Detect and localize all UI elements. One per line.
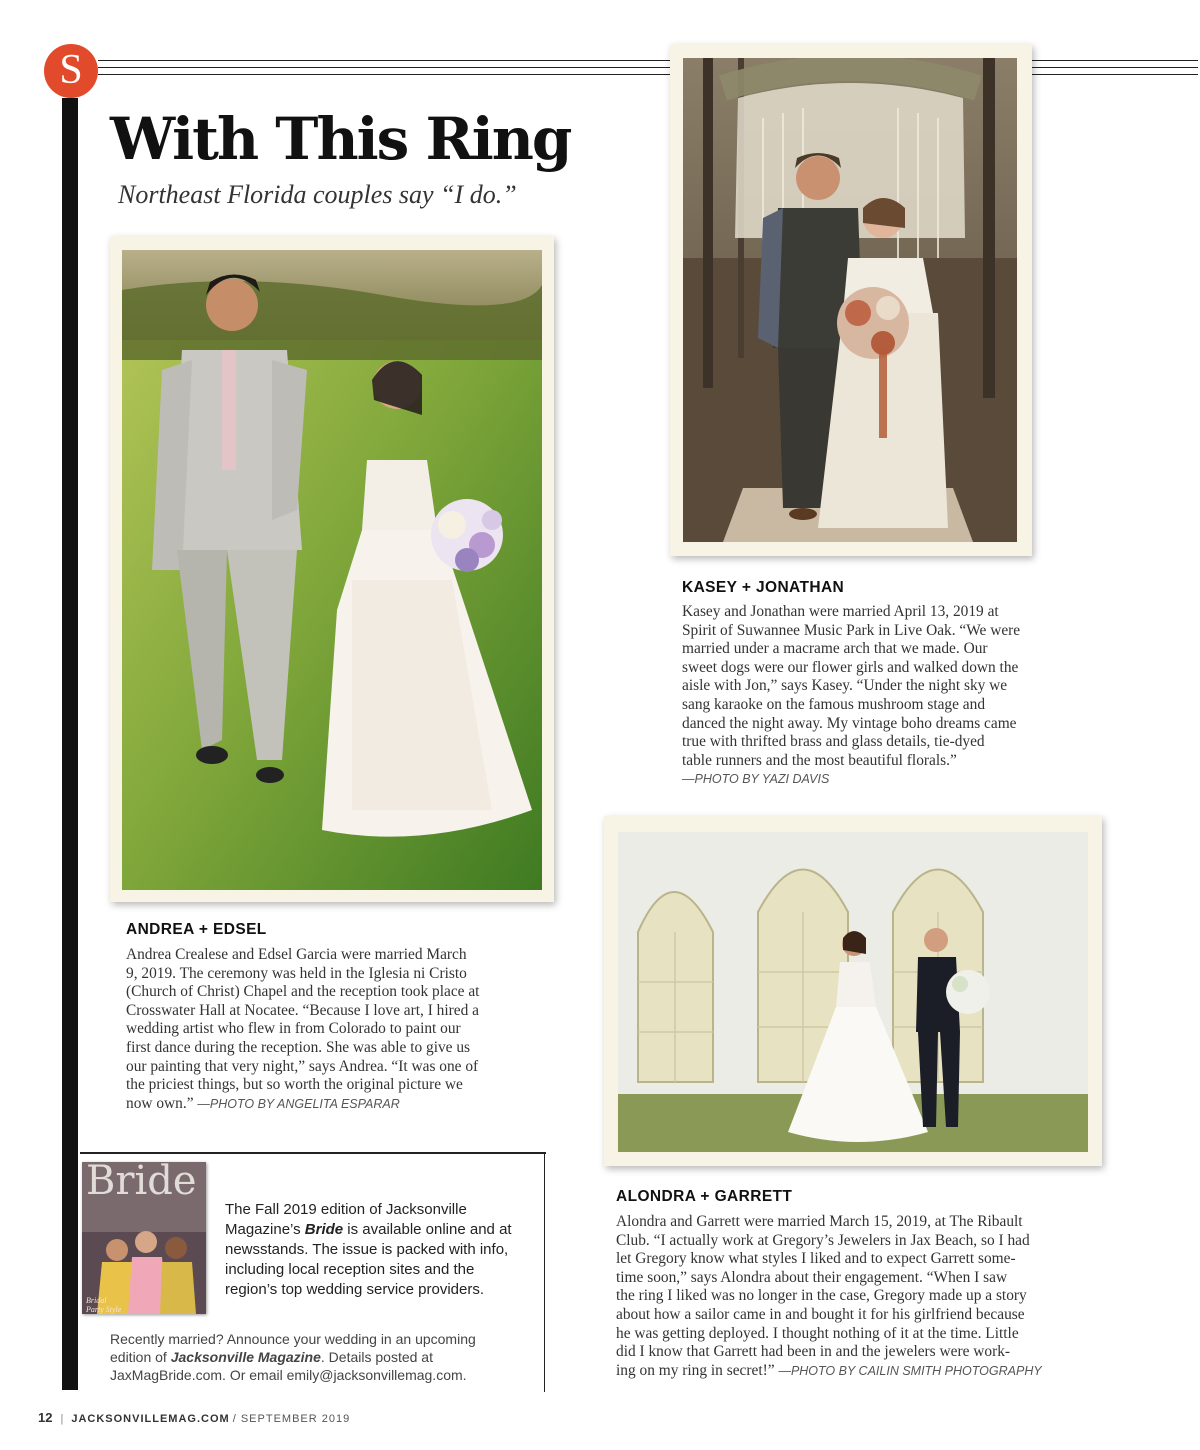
caption-line: the ring I liked was no longer in the case, Gregory made up a story	[616, 1287, 1027, 1305]
photo-kasey-jonathan	[683, 58, 1017, 542]
page-title: With This Ring	[110, 105, 571, 173]
caption-line	[126, 1095, 546, 1114]
caption-line: 9, 2019. The ceremony was held in the Iglesia ni Cristo	[126, 964, 467, 982]
header-rule-middle	[98, 67, 1198, 68]
announce-line: Recently married? Announce your wedding in an upcoming	[110, 1331, 476, 1347]
caption-line: married under a macrame arch that we made. Our	[682, 640, 988, 658]
caption-line: wedding artist who flew in from Colorado to paint our	[126, 1020, 461, 1038]
promo-line	[225, 1220, 525, 1240]
announce-text	[110, 1330, 530, 1384]
caption-line: Crosswater Hall at Nocatee. “Because I love art, I hired a	[126, 1001, 479, 1019]
announce-contact-line[interactable]: JaxMagBride.com. Or email emily@jacksonvillemag.com.	[110, 1367, 467, 1383]
photo-frame-alondra-garrett	[604, 816, 1102, 1166]
caption-line: aisle with Jon,” says Kasey. “Under the night sky we	[682, 677, 1008, 695]
promo-line: region’s top wedding service providers.	[225, 1281, 485, 1298]
cover-tagline: Bridal Party Style	[86, 1296, 122, 1314]
caption-body-andrea-edsel	[126, 946, 546, 1113]
caption-line-text: now own.”	[126, 1094, 194, 1112]
photo-frame-andrea-edsel	[110, 236, 554, 902]
caption-line: did I know that Garrett had been in and the jewelers were work-	[616, 1343, 1011, 1361]
caption-line: (Church of Christ) Chapel and the reception took place at	[126, 983, 480, 1001]
caption-heading-alondra-garrett: ALONDRA + GARRETT	[616, 1188, 793, 1205]
photo-alondra-garrett	[618, 832, 1088, 1152]
bride-magazine-name: Bride	[304, 1221, 344, 1238]
caption-line: let Gregory know what styles I liked and to expect Garrett some-	[616, 1250, 1016, 1268]
bride-magazine-cover[interactable]	[82, 1162, 206, 1314]
page-subtitle: Northeast Florida couples say “I do.”	[118, 180, 517, 209]
promo-line: The Fall 2019 edition of Jacksonville	[225, 1201, 467, 1218]
caption-line: true with thrifted brass and glass details, tie-dyed	[682, 733, 985, 751]
caption-line: Alondra and Garrett were married March 15, 2019, at The Ribault	[616, 1213, 1023, 1230]
page-footer	[38, 1410, 350, 1425]
promo-line: including local reception sites and the	[225, 1261, 475, 1278]
promo-box-side-rule	[544, 1152, 545, 1392]
promo-box-top-rule	[80, 1152, 546, 1154]
announce-line	[110, 1348, 530, 1366]
caption-line: Andrea Crealese and Edsel Garcia were married March	[126, 946, 467, 963]
announce-text-part: edition of	[110, 1349, 171, 1365]
caption-line: Kasey and Jonathan were married April 13, 2019 at	[682, 603, 999, 620]
caption-line: danced the night away. My vintage boho dreams came	[682, 714, 1017, 732]
caption-line: Spirit of Suwannee Music Park in Live Oak. “We were	[682, 621, 1021, 639]
caption-line: sang karaoke on the famous mushroom stage and	[682, 695, 986, 713]
caption-line: our painting that very night,” says Andrea. “It was one of	[126, 1057, 479, 1075]
photo-frame-kasey-jonathan	[670, 44, 1032, 556]
magazine-name: Jacksonville Magazine	[170, 1349, 321, 1365]
caption-heading-kasey-jonathan: KASEY + JONATHAN	[682, 579, 845, 596]
header-rule-top	[98, 60, 1198, 61]
promo-text-part: Magazine’s	[225, 1221, 305, 1238]
caption-line	[682, 770, 1092, 789]
promo-text-part: is available online and at	[343, 1221, 512, 1238]
photo-andrea-edsel	[122, 250, 542, 890]
footer-date: / SEPTEMBER 2019	[232, 1413, 351, 1425]
footer-separator: |	[60, 1413, 64, 1425]
photo-credit: —PHOTO BY YAZI DAVIS	[682, 772, 830, 787]
caption-line: the priciest things, but so worth the original picture we	[126, 1076, 463, 1094]
caption-line: table runners and the most beautiful florals.”	[682, 751, 957, 769]
section-badge: S	[44, 44, 98, 98]
left-accent-bar	[62, 98, 78, 1390]
photo-credit: —PHOTO BY ANGELITA ESPARAR	[197, 1096, 400, 1111]
caption-body-kasey-jonathan	[682, 603, 1092, 789]
cover-masthead: Bride	[86, 1162, 197, 1204]
caption-line: sweet dogs were our flower girls and walked down the	[682, 658, 1019, 676]
header-rule-bottom	[98, 74, 1198, 75]
photo-credit: —PHOTO BY CAILIN SMITH PHOTOGRAPHY	[778, 1363, 1042, 1378]
caption-line: Club. “I actually work at Gregory’s Jewelers in Jax Beach, so I had	[616, 1231, 1030, 1249]
caption-body-alondra-garrett	[616, 1213, 1106, 1380]
promo-text	[225, 1200, 525, 1300]
promo-line: newsstands. The issue is packed with info,	[225, 1241, 509, 1258]
caption-line: first dance during the reception. She was able to give us	[126, 1038, 471, 1056]
page-number: 12	[38, 1410, 53, 1425]
caption-heading-andrea-edsel: ANDREA + EDSEL	[126, 921, 267, 938]
caption-line-text: ing on my ring in secret!”	[616, 1361, 775, 1379]
announce-text-part: . Details posted at	[320, 1349, 433, 1365]
caption-line: he was getting deployed. I thought nothing of it at the time. Little	[616, 1324, 1019, 1342]
caption-line: time soon,” says Alondra about their engagement. “When I saw	[616, 1268, 1008, 1286]
caption-line: about how a sailor came in and bought it for his girlfriend because	[616, 1305, 1025, 1323]
footer-site-link[interactable]: JACKSONVILLEMAG.COM	[71, 1413, 230, 1425]
caption-line	[616, 1362, 1106, 1381]
